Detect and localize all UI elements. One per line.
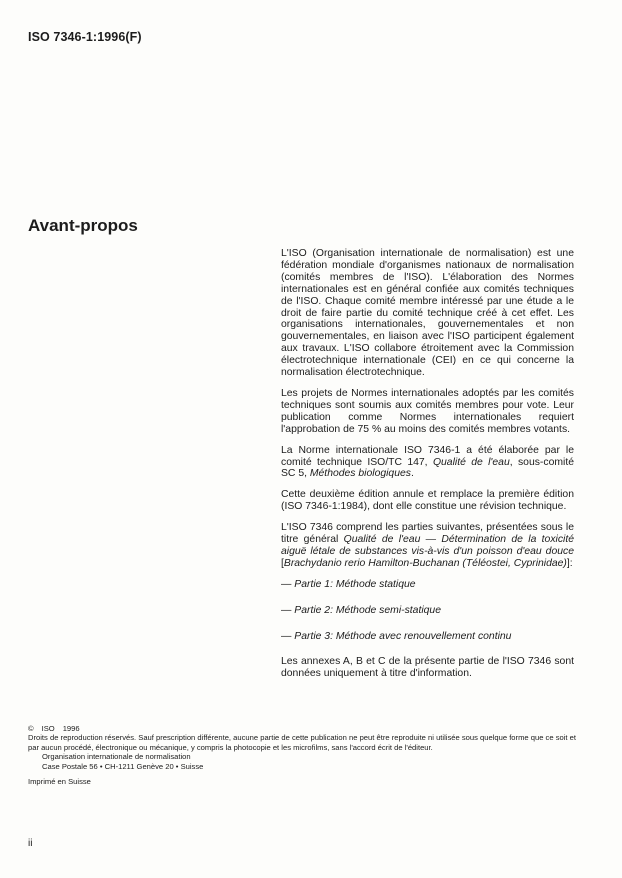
foreword-body: [281, 248, 574, 689]
parts-list: [281, 579, 574, 643]
copyright-line: [28, 724, 576, 733]
parts-text-end: ]:: [566, 557, 573, 569]
part-label: Partie 2: Méthode semi-statique: [294, 604, 441, 616]
paragraph-parts: [281, 522, 574, 570]
paragraph-draft-standards: Les projets de Normes internationales adoptés par les comités techniques sont soumis aux comités membres pour vote. Leur publication comme Normes internationales requiert l'approbation de 75 % au moins des comités membres votants.: [281, 387, 574, 435]
organisation-name: Organisation internationale de normalisation: [42, 752, 191, 762]
list-dash: —: [281, 630, 292, 642]
committee-text-start: La Norme internationale ISO 7346-1 a été élaborée par le comité technique ISO/TC 147,: [281, 444, 574, 468]
paragraph-edition: Cette deuxième édition annule et remplace la première édition (ISO 7346-1:1984), dont elle constitue une révision technique.: [281, 489, 574, 513]
rights-statement: Droits de reproduction réservés. Sauf prescription différente, aucune partie de cette publication ne peut être reproduite ni utilisée sous quelque forme que ce soit et par aucun procédé, électronique ou mécanique, y compris la photocopie et les microfilms, sans l'accord écrit de l'éditeur.: [28, 733, 576, 752]
section-title: Avant-propos: [28, 216, 138, 235]
document-reference: ISO 7346-1:1996(F): [28, 30, 142, 44]
list-dash: —: [281, 578, 292, 590]
part-label: Partie 3: Méthode avec renouvellement continu: [294, 630, 512, 642]
copyright-footer: [28, 724, 576, 786]
list-item: [281, 631, 574, 643]
bracket-open: [: [281, 557, 284, 569]
list-item: [281, 579, 574, 591]
copyright-org: ISO: [41, 724, 55, 733]
fish-species: Brachydanio rerio Hamilton-Buchanan (Téléostei, Cyprinidae): [283, 557, 567, 569]
paragraph-iso-organisation: L'ISO (Organisation internationale de normalisation) est une fédération mondiale d'organismes nationaux de normalisation (comités membres de l'ISO). L'élaboration des Normes internationales est en général confiée aux comités techniques de l'ISO. Chaque comité membre intéressé par une étude a le droit de faire partie du comité technique créé à cet effet. Les organisations internationales, gouvernementales et non gouvernementales, en liaison avec l'ISO participent également aux travaux. L'ISO collabore étroitement avec la Commission électrotechnique internationale (CEI) en ce qui concerne la normalisation électrotechnique.: [281, 248, 574, 379]
paragraph-annexes: Les annexes A, B et C de la présente partie de l'ISO 7346 sont données uniquement à titre d'information.: [281, 656, 574, 680]
list-item: [281, 605, 574, 617]
parts-text-start: L'ISO 7346 comprend les parties suivantes, présentées sous le titre général: [281, 522, 574, 546]
printed-in: Imprimé en Suisse: [28, 777, 91, 787]
organisation-address: Case Postale 56 • CH-1211 Genève 20 • Suisse: [42, 761, 204, 771]
committee-title: Qualité de l'eau: [432, 456, 510, 468]
page-number: ii: [28, 838, 33, 849]
copyright-year: 1996: [62, 724, 80, 733]
general-title: Qualité de l'eau — Détermination de la toxicité aiguë létale de substances vis-à-vis d'un poisson d'eau douce: [281, 534, 575, 557]
paragraph-committee: [281, 445, 574, 481]
part-label: Partie 1: Méthode statique: [294, 578, 416, 590]
list-dash: —: [281, 604, 292, 616]
copyright-symbol: ©: [28, 724, 34, 733]
subcommittee-title: Méthodes biologiques: [309, 468, 411, 480]
committee-text-end: .: [410, 468, 414, 480]
committee-text-mid: , sous-comité SC 5,: [281, 456, 574, 480]
